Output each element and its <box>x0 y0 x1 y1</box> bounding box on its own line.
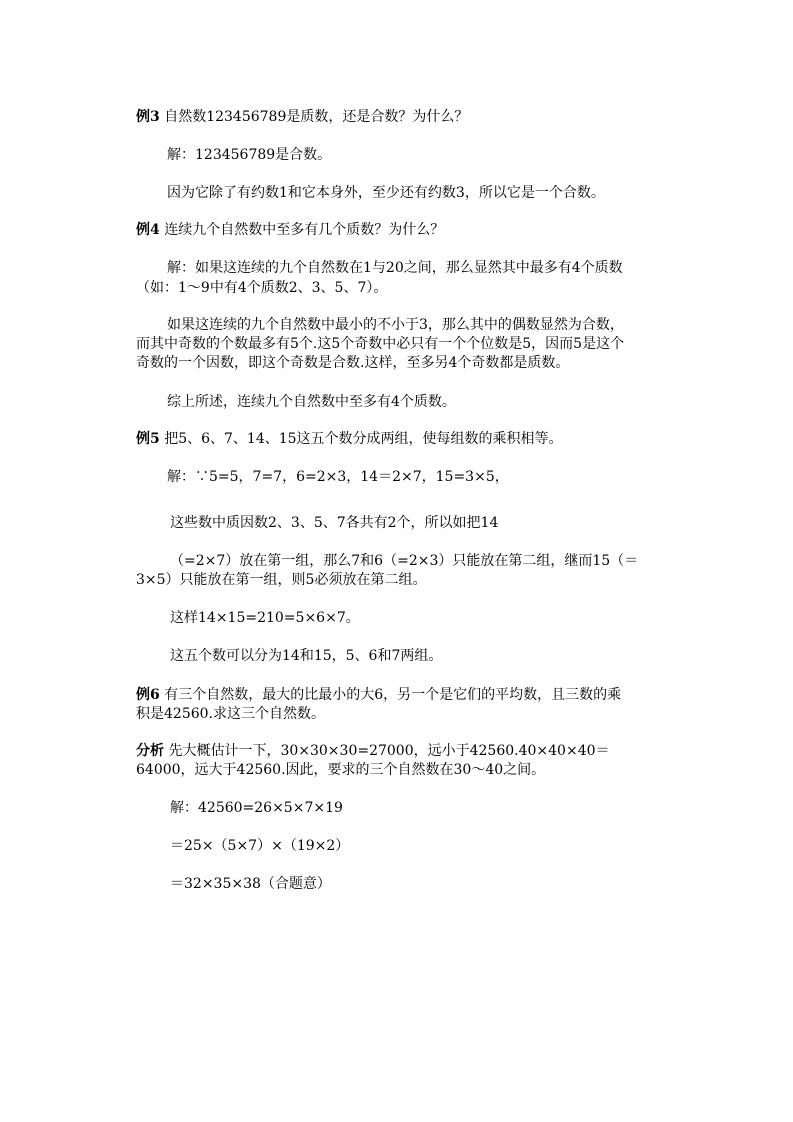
example-5-question <box>136 430 563 448</box>
example-3-explanation: 因为它除了有约数1和它本身外，至少还有约数3，所以它是一个合数。 <box>167 185 605 201</box>
example-6-analysis-line-2: 64000，远大于42560.因此，要求的三个自然数在30～40之间。 <box>136 762 546 778</box>
question-text: 有三个自然数，最大的比最小的大6，另一个是它们的平均数，且三数的乘 <box>159 687 622 703</box>
example-5-grouping-line-2: 3×5）只能放在第一组，则5必须放在第二组。 <box>136 572 427 588</box>
example-3-solution: 解：123456789是合数。 <box>167 147 332 163</box>
example-4-solution-line-2: （如：1～9中有4个质数2、3、5、7）。 <box>136 280 388 296</box>
example-4-reasoning-line-1: 如果这连续的九个自然数中最小的不小于3，那么其中的偶数显然为合数， <box>167 317 624 333</box>
example-5-grouping-line-1: （=2×7）放在第一组，那么7和6（=2×3）只能放在第二组，继而15（＝ <box>170 553 639 569</box>
example-5-answer: 这五个数可以分为14和15，5、6和7两组。 <box>170 648 443 664</box>
analysis-text: 先大概估计一下，30×30×30=27000，远小于42560.40×40×40＝ <box>164 743 610 759</box>
example-6-question-line-1 <box>136 686 621 704</box>
example-label: 例3 <box>136 109 160 125</box>
example-6-solution-step-3: ＝32×35×38（合题意） <box>170 876 331 892</box>
example-5-solution: 解：∵5=5，7=7，6=2×3，14＝2×7，15=3×5， <box>167 469 509 485</box>
analysis-label: 分析 <box>136 743 164 759</box>
example-4-conclusion: 综上所述，连续九个自然数中至多有4个质数。 <box>167 394 456 410</box>
question-text: 自然数123456789是质数，还是合数？为什么？ <box>159 109 469 125</box>
example-6-question-line-2: 积是42560.求这三个自然数。 <box>136 706 325 722</box>
question-text: 连续九个自然数中至多有几个质数？为什么？ <box>159 222 445 238</box>
example-6-solution-step-2: ＝25×（5×7）×（19×2） <box>170 838 350 854</box>
example-6-analysis-line-1 <box>136 742 610 760</box>
example-6-solution-step-1: 解：42560=26×5×7×19 <box>170 800 343 816</box>
example-label: 例4 <box>136 222 160 238</box>
example-label: 例5 <box>136 431 160 447</box>
example-4-solution-line-1: 解：如果这连续的九个自然数在1与20之间，那么显然其中最多有4个质数 <box>167 260 623 276</box>
example-4-reasoning-line-3: 奇数的一个因数，即这个奇数是合数.这样，至多另4个奇数都是质数。 <box>136 355 570 371</box>
example-3-question <box>136 108 468 126</box>
example-label: 例6 <box>136 687 160 703</box>
example-4-reasoning-line-2: 而其中奇数的个数最多有5个.这5个奇数中必只有一个个位数是5，因而5是这个 <box>136 336 625 352</box>
example-5-product: 这样14×15=210=5×6×7。 <box>170 610 360 626</box>
example-4-question <box>136 221 444 239</box>
example-5-prime-factors: 这些数中质因数2、3、5、7各共有2个，所以如把14 <box>170 515 499 531</box>
question-text: 把5、6、7、14、15这五个数分成两组，使每组数的乘积相等。 <box>159 431 563 447</box>
